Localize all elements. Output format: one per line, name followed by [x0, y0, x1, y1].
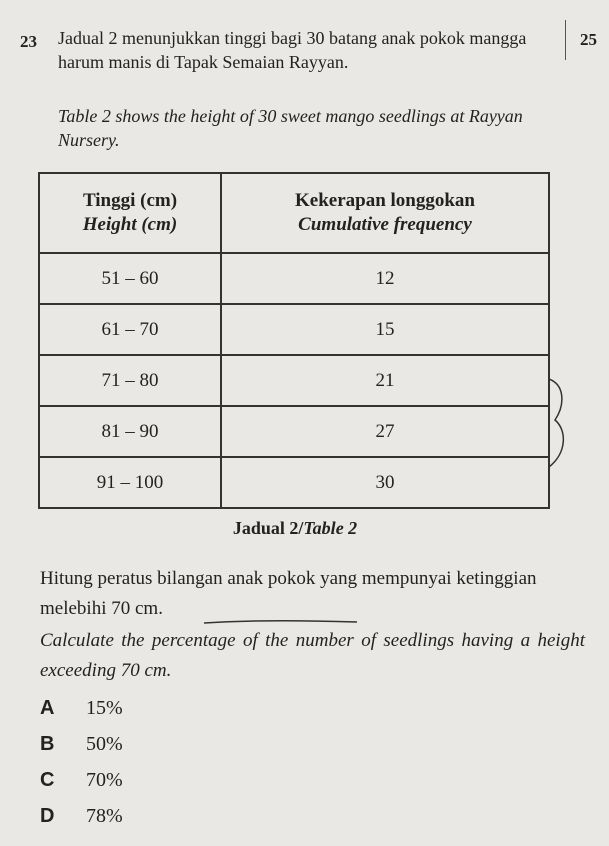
intro-malay: Jadual 2 menunjukkan tinggi bagi 30 batang anak pokok mangga harum manis di Tapak Semaian Rayyan.: [58, 28, 527, 72]
table-row: [39, 253, 549, 304]
option-letter: B: [40, 733, 55, 755]
height-cell: 51 – 60: [39, 253, 221, 304]
option-d[interactable]: [40, 798, 123, 834]
table-row: [39, 304, 549, 355]
option-text: 70%: [86, 769, 123, 791]
height-cell: 61 – 70: [39, 304, 221, 355]
prompt-english: Calculate the percentage of the number of seedlings having a height exceeding 70 cm.: [40, 630, 585, 681]
cf-cell: 21: [221, 355, 549, 406]
frequency-table: [38, 172, 550, 509]
header-cf-en: Cumulative frequency: [298, 214, 472, 235]
handwritten-brace: [545, 375, 575, 470]
option-c[interactable]: [40, 762, 123, 798]
margin-question-number: 25: [580, 30, 597, 49]
margin-divider: [565, 20, 566, 60]
option-b[interactable]: [40, 726, 123, 762]
header-cf-ms: Kekerapan longgokan: [294, 190, 475, 211]
question-number: 23: [20, 32, 37, 51]
cf-cell: 27: [221, 406, 549, 457]
height-cell: 71 – 80: [39, 355, 221, 406]
table-row: [39, 355, 549, 406]
height-cell: 91 – 100: [39, 457, 221, 508]
option-letter: A: [40, 697, 55, 719]
header-cumulative-frequency: [221, 173, 549, 253]
option-text: 78%: [86, 805, 123, 827]
intro-english: Table 2 shows the height of 30 sweet mango seedlings at Rayyan Nursery.: [58, 106, 523, 150]
table-header-row: [39, 173, 549, 253]
option-text: 50%: [86, 733, 123, 755]
cf-cell: 12: [221, 253, 549, 304]
header-height-ms: Tinggi (cm): [82, 190, 178, 211]
header-height: [39, 173, 221, 253]
option-text: 15%: [86, 697, 123, 719]
table-caption: [0, 518, 590, 539]
table-row: [39, 457, 549, 508]
height-cell: 81 – 90: [39, 406, 221, 457]
cf-cell: 15: [221, 304, 549, 355]
header-height-en: Height (cm): [82, 214, 178, 235]
caption-ms: Jadual 2/: [232, 518, 304, 538]
prompt-malay: Hitung peratus bilangan anak pokok yang mempunyai ketinggian melebihi 70 cm.: [40, 568, 537, 619]
option-letter: D: [40, 805, 55, 827]
caption-en: Table 2: [303, 518, 358, 538]
table-row: [39, 406, 549, 457]
answer-options: [40, 690, 123, 834]
option-a[interactable]: [40, 690, 123, 726]
cf-cell: 30: [221, 457, 549, 508]
option-letter: C: [40, 769, 55, 791]
